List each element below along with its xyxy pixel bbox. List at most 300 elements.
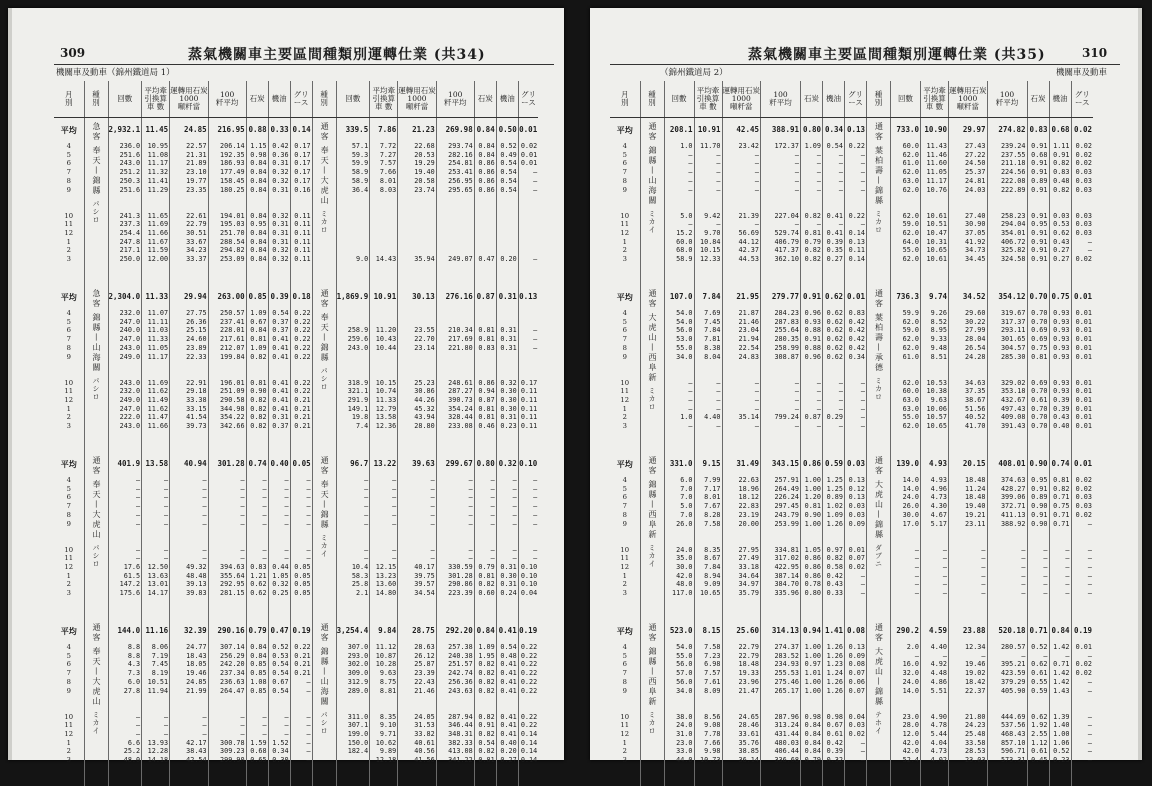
average-value: 4.93	[928, 459, 947, 468]
monthly-values: 232.0 247.0 240.0 247.0 243.0 249.0 243.0 232.0 249.0 247.0 222.0 243.0	[119, 309, 141, 431]
monthly-values: 258.9 259.6 243.0 318.9 321.1 291.9 149.1 19.8 7.4	[347, 326, 369, 431]
operations-table	[54, 81, 538, 786]
table-block	[54, 452, 538, 619]
rule	[610, 64, 1120, 65]
average-value: 0.80	[802, 125, 821, 134]
monthly-values: 257.38 240.38 251.57 242.74 256.36 243.63 287.94 346.44 348.31 382.33 413.08 341.22	[448, 643, 473, 765]
average-value: 0.59	[824, 459, 843, 468]
average-value: 31.49	[736, 459, 759, 468]
route-name: 奉天—錦縣	[320, 313, 330, 363]
monthly-values: 7.69 7.45 7.84 7.81 8.38 8.04 — — — — 4.40 —	[704, 309, 721, 431]
average-value: 520.18	[998, 626, 1026, 635]
locomotive-type: ミカロ	[648, 711, 656, 735]
monthly-values: 8.8 8.8 4.3 7.3 6.0 27.8 — — — 6.6 25.2 48.0	[123, 643, 141, 765]
monthly-values: 307.0 293.0 302.0 309.0 312.9 289.0 311.0 307.1 199.0 150.0 182.4	[347, 643, 369, 756]
route-name: 錦縣—山海關	[320, 647, 330, 707]
monthly-values: 4.40 — 4.92 4.48 4.86 5.51 4.90 4.78 5.44 4.04 4.73 4.02	[930, 643, 947, 765]
monthly-values: 0.70 0.70 0.69 0.69 0.75 0.81 0.69 0.70 0.61 0.70 0.70 0.70	[1031, 309, 1048, 431]
monthly-values: — — — — — — — — 0.10 0.10 0.10 0.04	[520, 476, 538, 598]
average-label: 平均	[60, 125, 77, 135]
monthly-values: 14.0 14.0 24.0 26.0 30.0 17.0 — — — — — —	[902, 476, 919, 598]
page-edge	[8, 8, 12, 760]
monthly-values: 284.23 287.83 255.64 280.35 258.99 308.87 — — — — 799.24 —	[774, 309, 799, 431]
route-name: 葉柏壽—錦縣	[874, 146, 884, 206]
average-value: 30.13	[412, 292, 435, 301]
month-list: 4 5 6 7 8 9 10 11 12 1 2 3	[64, 309, 74, 431]
average-value: 276.16	[445, 292, 473, 301]
column-header: グリ ース	[290, 81, 312, 118]
average-value: 2,932.1	[108, 125, 141, 134]
route-name: 錦縣—山海關	[92, 313, 101, 373]
monthly-values: 4.93 4.96 4.73 4.30 4.67 5.17 — — — — — —	[930, 476, 947, 598]
monthly-values: 11.43 11.46 11.60 11.05 11.17 10.76 10.61 10.51 10.47 10.31 10.65 10.61	[926, 142, 947, 264]
average-value: 11.45	[145, 125, 169, 134]
column-header: 100 粁平均	[987, 81, 1027, 118]
monthly-values: 374.63 428.27 399.06 372.71 411.13 388.92 — — — — — —	[1000, 476, 1026, 598]
average-value: 24.85	[184, 125, 207, 134]
average-value: 8.15	[702, 626, 721, 635]
average-value: 34.52	[962, 292, 986, 301]
column-header: 回數	[336, 81, 370, 118]
column-header: 種 別	[867, 81, 891, 118]
column-header: 平均牽 引換算 車 數	[921, 81, 949, 118]
route-name: 奉天—大虎山	[92, 647, 101, 707]
monthly-values: 1.00 1.00 1.20 0.81 0.90 1.00 1.05 0.86 0.86 0.86 0.78 0.80	[804, 476, 821, 598]
monthly-values: 21.87 21.46 23.04 21.94 22.54 24.83 — — — — 35.14 —	[738, 309, 759, 431]
page-header-label: 機關車及動車（錦州鐵道局 1）	[56, 68, 175, 78]
locomotive-type: ミカロ	[648, 387, 656, 411]
average-value: 0.18	[292, 292, 311, 301]
locomotive-type: ミカイ	[648, 544, 656, 568]
train-kind: 通客	[874, 289, 884, 309]
average-value: 208.1	[669, 125, 693, 134]
average-value: 0.41	[498, 626, 517, 635]
right-page	[590, 8, 1142, 765]
monthly-values: — — — — — — — — 49.32 48.48 39.13 39.83	[186, 476, 207, 598]
average-value: 0.39	[270, 292, 289, 301]
column-header: 100 粁平均	[436, 81, 474, 118]
locomotive-type: パシロ	[92, 377, 100, 401]
monthly-values: — — — — — — — — 0.44 1.05 0.32 0.25	[272, 476, 289, 598]
locomotive-type: ダブニ	[874, 544, 883, 568]
monthly-values: 0.31 0.31 0.31 0.32 0.30 0.30 0.30 0.31 0.23	[500, 326, 517, 431]
monthly-values: 0.81 0.81 0.83 0.86 0.94 0.87 0.81 0.81 0.46	[478, 326, 495, 431]
average-value: 0.10	[519, 459, 538, 468]
route-name: 奉天—錦縣	[92, 146, 101, 196]
average-value: 10.90	[924, 125, 947, 134]
average-value: 0.47	[270, 626, 289, 635]
monthly-values: 1.15 0.98 0.84 0.84 0.84 0.84 0.84 0.95 0.84 0.84 0.84 0.84	[250, 142, 267, 264]
average-value: 32.39	[184, 626, 207, 635]
average-value: 0.79	[248, 626, 267, 635]
column-header: 月 別	[610, 81, 640, 118]
monthly-values: — — — — — — — — 394.63 355.64 292.95 281.15	[220, 476, 245, 598]
monthly-values: 22.63 18.96 18.12 22.83 23.19 20.00 27.95 27.49 33.18 34.64 34.97 35.79	[738, 476, 759, 598]
average-value: 0.08	[846, 626, 865, 635]
train-kind: 通客	[648, 289, 657, 309]
column-header: 機油	[496, 81, 518, 118]
page-header-label-left: （錦州鐵道局 2）	[660, 68, 728, 78]
locomotive-type: パシロ	[92, 544, 100, 568]
locomotive-type: ミカイ	[92, 711, 100, 735]
route-name: 錦縣—西阜新	[648, 480, 657, 540]
monthly-values: 1.26 1.26 1.23 1.24 1.26 1.26 0.98 0.67 0.61 0.42 0.39 0.32	[826, 643, 843, 765]
average-value: 28.75	[412, 626, 435, 635]
monthly-values: 0.22 0.21 0.21 0.21 — — — — — — — —	[294, 643, 311, 765]
average-value: 7.84	[702, 292, 721, 301]
average-value: 42.45	[736, 125, 759, 134]
monthly-values: — — — — — — — — 0.79 0.81 0.82 0.60	[478, 476, 495, 598]
monthly-values: 319.67 317.37 293.11 301.65 304.57 285.30 329.02 353.18 432.67 497.43 409.08 391.43	[1000, 309, 1026, 431]
monthly-values: 0.95 0.91 0.89 0.90 0.91 0.90 — — — — — —	[1031, 476, 1048, 598]
average-value: 11.16	[145, 626, 169, 635]
monthly-values: 28.63 26.12 25.87 23.39 22.43 21.46 24.05 31.53 33.82 40.61 40.56 41.56	[414, 643, 435, 765]
page-title: 蒸氣機關車主要區間種類別運轉仕業 (共34)	[188, 47, 486, 63]
table-block	[54, 285, 538, 452]
train-kind: 通客	[874, 623, 884, 643]
locomotive-type: ミカロ	[874, 377, 883, 401]
average-value: 0.94	[802, 626, 821, 635]
monthly-values: 60.0 62.0 61.0 62.0 63.0 62.0 62.0 59.0 62.0 64.0 55.0 62.0	[902, 142, 919, 264]
average-value: 23.88	[962, 626, 986, 635]
monthly-values: 250.57 237.41 228.01 217.61 212.07 199.84 196.01 251.09 290.58 344.98 354.22 342.66	[220, 309, 245, 431]
average-value: 0.62	[824, 292, 843, 301]
monthly-values: 0.13 0.12 0.13 0.03 0.03 0.09 0.01 0.07 0.02 — — —	[848, 476, 865, 598]
average-value: 0.13	[846, 125, 865, 134]
train-kind: 通客	[320, 289, 330, 309]
average-value: 1.41	[824, 626, 843, 635]
monthly-values: 10.95 11.08 11.17 11.32 11.41 11.29 11.65 11.69 11.66 11.67 11.59 12.00	[147, 142, 169, 264]
route-name: 大虎山—錦縣	[874, 480, 884, 540]
average-value: 0.75	[1051, 292, 1070, 301]
average-value: 0.74	[1051, 459, 1070, 468]
monthly-values: — — — — — — — — 40.17 39.75 39.57 34.54	[414, 476, 435, 598]
column-header: 石炭	[801, 81, 823, 118]
monthly-values: 0.02 0.02 0.03 0.03 0.02 — — — — — — —	[1075, 476, 1092, 598]
average-value: 21.23	[412, 125, 435, 134]
train-kind: 通客	[874, 122, 884, 142]
average-value: 0.87	[476, 292, 495, 301]
column-header: 運轉用石炭 1000 噸粁當	[170, 81, 209, 118]
route-name: 錦縣—山海關	[648, 146, 657, 206]
monthly-values: 236.0 251.6 243.0 251.2 250.3 251.6 241.3 237.3 254.4 247.8 217.1 250.0	[119, 142, 141, 264]
average-value: 290.16	[217, 626, 245, 635]
monthly-values: 11.20 10.43 10.44 10.15 10.74 11.33 12.79 13.58 12.36	[375, 326, 397, 431]
train-kind: 急客	[92, 289, 101, 309]
route-name: 大虎山—西阜新	[648, 313, 657, 383]
train-kind: 通客	[320, 122, 330, 142]
column-header: グリ ース	[1071, 81, 1093, 118]
average-value: 0.80	[476, 459, 495, 468]
average-value: 40.94	[184, 459, 207, 468]
average-value: 401.9	[117, 459, 141, 468]
monthly-values: — — — — — — — — 0.05 0.05 0.05 0.05	[294, 476, 311, 598]
train-kind: 通客	[648, 456, 657, 476]
monthly-values: 206.14 192.35 186.93 177.49 158.45 180.25 194.01 195.03 251.70 288.54 294.82 253.09	[220, 142, 245, 264]
column-header: 平均牽 引換算 車 數	[694, 81, 722, 118]
average-value: 7.86	[378, 125, 397, 134]
average-value: 0.33	[270, 125, 289, 134]
average-value: 0.71	[1029, 626, 1048, 635]
table-block	[610, 285, 1093, 452]
monthly-values: 0.02 0.01 0.01 — — — —	[520, 142, 538, 264]
average-value: 0.01	[519, 125, 538, 134]
average-value: 0.86	[802, 459, 821, 468]
average-value: 263.00	[217, 292, 245, 301]
monthly-values: 0.93 0.93 0.93 0.93 0.93 0.93 0.93 0.93 0.39 0.39 0.43 0.40	[1053, 309, 1070, 431]
table-block	[54, 619, 538, 786]
average-value: 339.5	[345, 125, 369, 134]
train-kind: 通客	[320, 456, 330, 476]
monthly-values: 8.06 7.19 7.45 8.19 10.51 11.94 — — — 13.93 12.28 14.18	[147, 643, 169, 765]
average-value: 292.20	[445, 626, 473, 635]
monthly-values: — — — — — — — — 12.50 13.63 13.01 14.17	[147, 476, 169, 598]
average-value: 0.02	[1073, 125, 1092, 134]
column-header: 回數	[664, 81, 694, 118]
average-value: 216.95	[217, 125, 245, 134]
table-block	[54, 118, 538, 286]
locomotive-type: パシロ	[320, 367, 329, 391]
column-header: 種 別	[84, 81, 108, 118]
average-value: 301.28	[217, 459, 245, 468]
monthly-values: 7.99 7.17 8.01 7.67 8.28 7.58 8.35 8.67 7.84 8.94 9.09 10.65	[700, 476, 721, 598]
monthly-values: 257.91 264.49 226.24 297.45 243.79 253.99 334.81 317.02 422.95 387.14 384.70 335.96	[774, 476, 799, 598]
monthly-values: 1.09 1.95 0.82 0.82 0.82 0.82 0.82 0.91 0.82 0.54 0.82 0.81	[478, 643, 495, 765]
column-header: 種 別	[312, 81, 336, 118]
monthly-values: 18.48 11.24 18.48 19.40 19.21 23.11 — — — — — —	[965, 476, 986, 598]
monthly-values: 0.42 0.36 0.31 0.32 0.32 0.31 0.32 0.31 0.31 0.31 0.32 0.32	[272, 142, 289, 264]
monthly-values: 0.54 — — — — — 0.41 — 0.41 0.39 0.35 0.27	[826, 142, 843, 264]
monthly-values: 9.26 8.52 8.95 9.33 9.48 8.51 10.53 10.38 9.63 10.06 10.57 10.65	[926, 309, 947, 431]
average-value: 96.7	[350, 459, 369, 468]
monthly-values: 0.83 0.42 0.42 0.42 0.42 0.34 — — — — — —	[848, 309, 865, 431]
average-value: 13.58	[145, 459, 169, 468]
average-value: 523.0	[669, 626, 693, 635]
column-header: 月 別	[54, 81, 84, 118]
average-value: 107.0	[669, 292, 693, 301]
page-edge	[1138, 8, 1142, 760]
monthly-values: 1.09 0.67 0.84 0.81 1.09 0.82 0.81 0.90 0.82 0.82 0.82 0.82	[250, 309, 267, 431]
average-value: 9.15	[702, 459, 721, 468]
average-value: 0.14	[292, 125, 311, 134]
average-value: 0.68	[1051, 125, 1070, 134]
average-value: 10.91	[697, 125, 721, 134]
column-header: 回數	[891, 81, 921, 118]
monthly-values: 307.14 256.29 242.20 237.34 236.63 264.47 — — — 300.78 309.23 299.90	[220, 643, 245, 765]
locomotive-type: ミカロ	[874, 210, 883, 234]
average-value: 0.32	[498, 459, 517, 468]
average-value: 13.22	[373, 459, 397, 468]
monthly-values: 0.01 — 0.02 0.02 — — — — — — — —	[1075, 643, 1092, 765]
column-header: 運轉用石炭 1000 噸粁當	[949, 81, 988, 118]
average-value: 0.03	[846, 459, 865, 468]
monthly-values: 0.02 0.02 0.02 0.03 0.03 0.03 0.03 0.03 0.03 — — 0.02	[1075, 142, 1092, 264]
column-header: 回數	[108, 81, 142, 118]
average-value: 0.70	[1029, 292, 1048, 301]
average-label: 平均	[616, 125, 633, 135]
average-value: 21.95	[736, 292, 759, 301]
month-list: 4 5 6 7 8 9 10 11 12 1 2 3	[64, 476, 74, 598]
average-value: 25.60	[736, 626, 759, 635]
month-list: 4 5 6 7 8 9 10 11 12 1 2 3	[620, 309, 630, 431]
monthly-values: 2.0 — 16.0 32.0 24.0 14.0 23.0 28.0 12.0 42.0 42.0 52.4	[902, 643, 919, 765]
column-header: 100 粁平均	[761, 81, 801, 118]
train-kind: 通客	[648, 623, 657, 643]
locomotive-type: ミカイ	[648, 210, 656, 234]
page-title: 蒸氣機關車主要區間種類別運轉仕業 (共35)	[748, 47, 1046, 63]
monthly-values: 172.37 — — — — — 227.04 — 529.74 406.79 417.37 362.10	[774, 142, 799, 264]
monthly-values: 1.11 0.91 0.82 0.83 0.48 0.82 0.03 0.53 0.62 0.43 0.27 0.27	[1053, 142, 1070, 264]
average-value: 354.12	[998, 292, 1026, 301]
locomotive-type: ミカイ	[320, 534, 329, 558]
column-header: 運轉用石炭 1000 噸粁當	[398, 81, 437, 118]
locomotive-type: ミカロ	[320, 210, 329, 234]
average-value: 0.88	[248, 125, 267, 134]
average-value: 733.0	[896, 125, 919, 134]
month-list: 4 5 6 7 8 9 10 11 12 1 2 3	[620, 643, 630, 765]
average-value: 29.97	[962, 125, 986, 134]
column-header: グリ ース	[518, 81, 538, 118]
average-label: 平均	[60, 459, 77, 469]
monthly-values: — — — 0.17 0.11 0.11 0.11 0.11 0.11	[520, 326, 538, 431]
route-name: 奉天—大虎山	[320, 146, 330, 206]
column-header: 機油	[268, 81, 290, 118]
monthly-values: 0.22 — — — — — 0.22 — 0.14 0.13 0.11 0.14	[848, 142, 865, 264]
average-value: 0.84	[476, 125, 495, 134]
monthly-values: 0.81 0.82 0.71 0.75 0.71 0.71 — — — — — —	[1053, 476, 1070, 598]
route-name: 葉柏壽—承德	[874, 313, 884, 373]
column-header: 100 粁平均	[208, 81, 246, 118]
table-block	[610, 619, 1093, 786]
average-value: 20.15	[962, 459, 986, 468]
monthly-values: 22.57 21.31 21.89 23.10 19.77 23.35 22.61 22.79 30.51 33.67 34.23 33.37	[186, 142, 207, 264]
monthly-values: 0.54 0.48 0.41 0.41 0.41 0.41 0.41 0.41 0.41 0.40 0.20 0.27	[500, 643, 517, 765]
average-value: 0.05	[292, 459, 311, 468]
average-value: 29.94	[184, 292, 207, 301]
average-value: 4.59	[928, 626, 947, 635]
monthly-values: 27.43 27.22 24.50 25.37 24.81 24.03 27.40 30.90 37.05 41.92 34.73 34.45	[965, 142, 986, 264]
monthly-values: 0.22 0.22 0.22 0.22 0.22 0.22 0.22 0.22 0.14 0.14 0.14 0.14	[520, 643, 538, 765]
column-header: グリ ース	[845, 81, 867, 118]
average-value: 0.90	[1029, 459, 1048, 468]
monthly-values: 210.34 217.69 221.80 248.61 287.27 390.73 354.24 328.44 233.08	[448, 326, 473, 431]
average-value: 2,304.0	[108, 292, 141, 301]
train-kind: 通客	[320, 623, 330, 643]
monthly-values: — — — — — — — — 10.4 58.3 25.8 2.1	[351, 476, 369, 598]
column-header: 機油	[1049, 81, 1071, 118]
locomotive-type: パシロ	[320, 711, 329, 735]
average-value: 736.3	[896, 292, 919, 301]
route-name: 奉天—錦縣	[320, 480, 330, 530]
monthly-values: 0.54 0.37 0.37 0.41 0.41 0.41 0.41 0.41 0.41 0.41 0.31 0.37	[272, 309, 289, 431]
average-value: 0.01	[1073, 459, 1092, 468]
column-header: 平均牽 引換算 車 數	[142, 81, 170, 118]
monthly-values: 0.91 0.68 0.91 0.91 0.89 0.91 0.91 0.95 0.91 0.91 0.91 0.91	[1031, 142, 1048, 264]
column-header: 平均牽 引換算 車 數	[370, 81, 398, 118]
column-header: 石炭	[1027, 81, 1049, 118]
average-value: 0.19	[1073, 626, 1092, 635]
table-block	[610, 118, 1093, 286]
monthly-values: 0.84 0.84 0.85 0.85 1.08 0.85 — — — 1.59 0.68 0.65	[250, 643, 267, 765]
average-value: 3,254.4	[336, 626, 369, 635]
monthly-values: — — — — — — — — 0.31 0.30 0.31 0.24	[500, 476, 517, 598]
monthly-values: 0.96 0.93 0.88 0.91 0.88 0.96 — — — — 0.87 —	[804, 309, 821, 431]
average-value: 39.63	[412, 459, 435, 468]
monthly-values: 54.0 55.0 56.0 57.0 56.0 34.0 38.0 24.0 31.0 23.0 33.0 44.0	[676, 643, 693, 765]
monthly-values: 11.12 10.87 10.28 9.63 8.75 8.81 8.35 9.10 9.71 10.62 9.89 12.18	[375, 643, 397, 765]
column-header: 種 別	[640, 81, 664, 118]
monthly-values: 0.01 0.01 0.01 0.01 0.01 0.01 0.01 0.01 0.01 0.01 0.01 0.01	[1075, 309, 1092, 431]
monthly-values: 24.77 18.43 18.05 19.46 24.85 21.99 — — — 42.17 38.43 42.54	[186, 643, 207, 765]
monthly-values: 0.17 0.17 0.17 0.17 0.17 0.16 0.11 0.11 0.11 0.11 0.11 0.11	[294, 142, 311, 264]
locomotive-type: パシロ	[92, 200, 100, 224]
monthly-values: 22.68 20.53 19.29 19.40 20.58 23.74 35.94	[414, 142, 435, 264]
average-value: 274.82	[998, 125, 1026, 134]
month-list: 4 5 6 7 8 9 10 11 12 1 2 3	[64, 142, 74, 264]
monthly-values: 11.07 11.11 11.03 11.33 11.05 11.17 11.69 11.62 11.49 11.62 11.47 11.66	[147, 309, 169, 431]
average-value: 343.15	[771, 459, 799, 468]
average-label: 平均	[616, 459, 633, 469]
average-value: 279.77	[771, 292, 799, 301]
monthly-values: 57.1 59.3 59.9 58.9 58.9 36.4 9.0	[351, 142, 369, 264]
column-header: 機油	[823, 81, 845, 118]
route-name: 奉天—大虎山	[92, 480, 101, 540]
average-value: 139.0	[896, 459, 919, 468]
left-page	[8, 8, 564, 765]
monthly-values: 6.0 7.0 7.0 5.0 7.0 26.0 24.0 35.0 30.0 42.0 48.0 117.0	[672, 476, 693, 598]
monthly-values: 23.42 — — — — — 21.39 — 56.69 44.12 42.37 44.53	[738, 142, 759, 264]
monthly-values: 1.09 — — — — — 0.82 — 0.81 0.79 0.82 0.82	[804, 142, 821, 264]
average-value: 9.74	[928, 292, 947, 301]
monthly-values: — — — — — — — — 0.83 1.21 0.62 0.62	[250, 476, 267, 598]
average-value: 1,869.9	[336, 292, 369, 301]
average-value: 0.84	[476, 626, 495, 635]
monthly-values: 1.25 1.25 0.89 1.02 1.09 1.26 0.97 0.82 0.58 0.42 0.43 0.33	[826, 476, 843, 598]
monthly-values: — — — — — — — — 17.6 61.5 147.2 175.6	[119, 476, 141, 598]
average-value: 0.40	[270, 459, 289, 468]
month-list: 4 5 6 7 8 9 10 11 12 1 2 3	[64, 643, 74, 765]
average-label: 平均	[616, 626, 633, 636]
monthly-values: 7.72 7.27 7.57 7.66 8.01 8.03 14.43	[375, 142, 397, 264]
monthly-values: 7.58 7.23 6.98 7.57 7.61 8.09 8.56 9.08 7.78 7.66 9.98 10.73	[700, 643, 721, 765]
monthly-values: 0.52 — 0.62 0.61 0.55 0.59 0.62 1.92 2.55 1.12 0.61 0.45	[1031, 643, 1048, 765]
monthly-values: 1.0 — — — — — 5.0 — 15.2 60.0 68.0 58.9	[676, 142, 693, 264]
column-header: 運轉用石炭 1000 噸粁當	[722, 81, 761, 118]
monthly-values: 1.00 1.00 0.97 1.01 1.00 1.00 0.98 0.84 0.84 0.84 0.84 0.79	[804, 643, 821, 765]
table-block	[610, 452, 1093, 619]
monthly-values: 11.70 — — — — — 9.42 — 9.70 10.84 10.15 12.33	[700, 142, 721, 264]
average-value: 290.2	[896, 626, 919, 635]
average-value: 388.91	[771, 125, 799, 134]
average-value: 0.13	[519, 292, 538, 301]
average-label: 平均	[60, 626, 77, 636]
monthly-values: 27.75 26.36 25.15 24.60 23.89 22.33 22.91 29.18 33.38 33.15 41.54 39.73	[186, 309, 207, 431]
column-header: 石炭	[474, 81, 496, 118]
average-value: 0.85	[248, 292, 267, 301]
average-value: 299.67	[445, 459, 473, 468]
monthly-values: 0.13 0.09 0.08 0.07 0.06 0.07 0.04 0.03 0.02 — — —	[848, 643, 865, 765]
train-kind: 通客	[92, 456, 101, 476]
monthly-values: 22.79 22.79 18.48 19.33 23.96 21.47 24.65 28.46 33.61 35.76 38.85 36.14	[738, 643, 759, 765]
monthly-values: 12.34 — 19.46 19.02 18.42 22.37 21.80 24.23 25.48 33.58 28.53 23.03	[965, 643, 986, 765]
train-kind: 通客	[92, 623, 101, 643]
monthly-values: 59.9 62.0 59.0 62.0 62.0 61.0 62.0 60.0 63.0 63.0 55.0 62.0	[902, 309, 919, 431]
average-value: 0.74	[248, 459, 267, 468]
average-value: 269.98	[445, 125, 473, 134]
train-kind: 通客	[648, 122, 657, 142]
average-label: 平均	[60, 292, 77, 302]
average-value: 11.33	[145, 292, 169, 301]
